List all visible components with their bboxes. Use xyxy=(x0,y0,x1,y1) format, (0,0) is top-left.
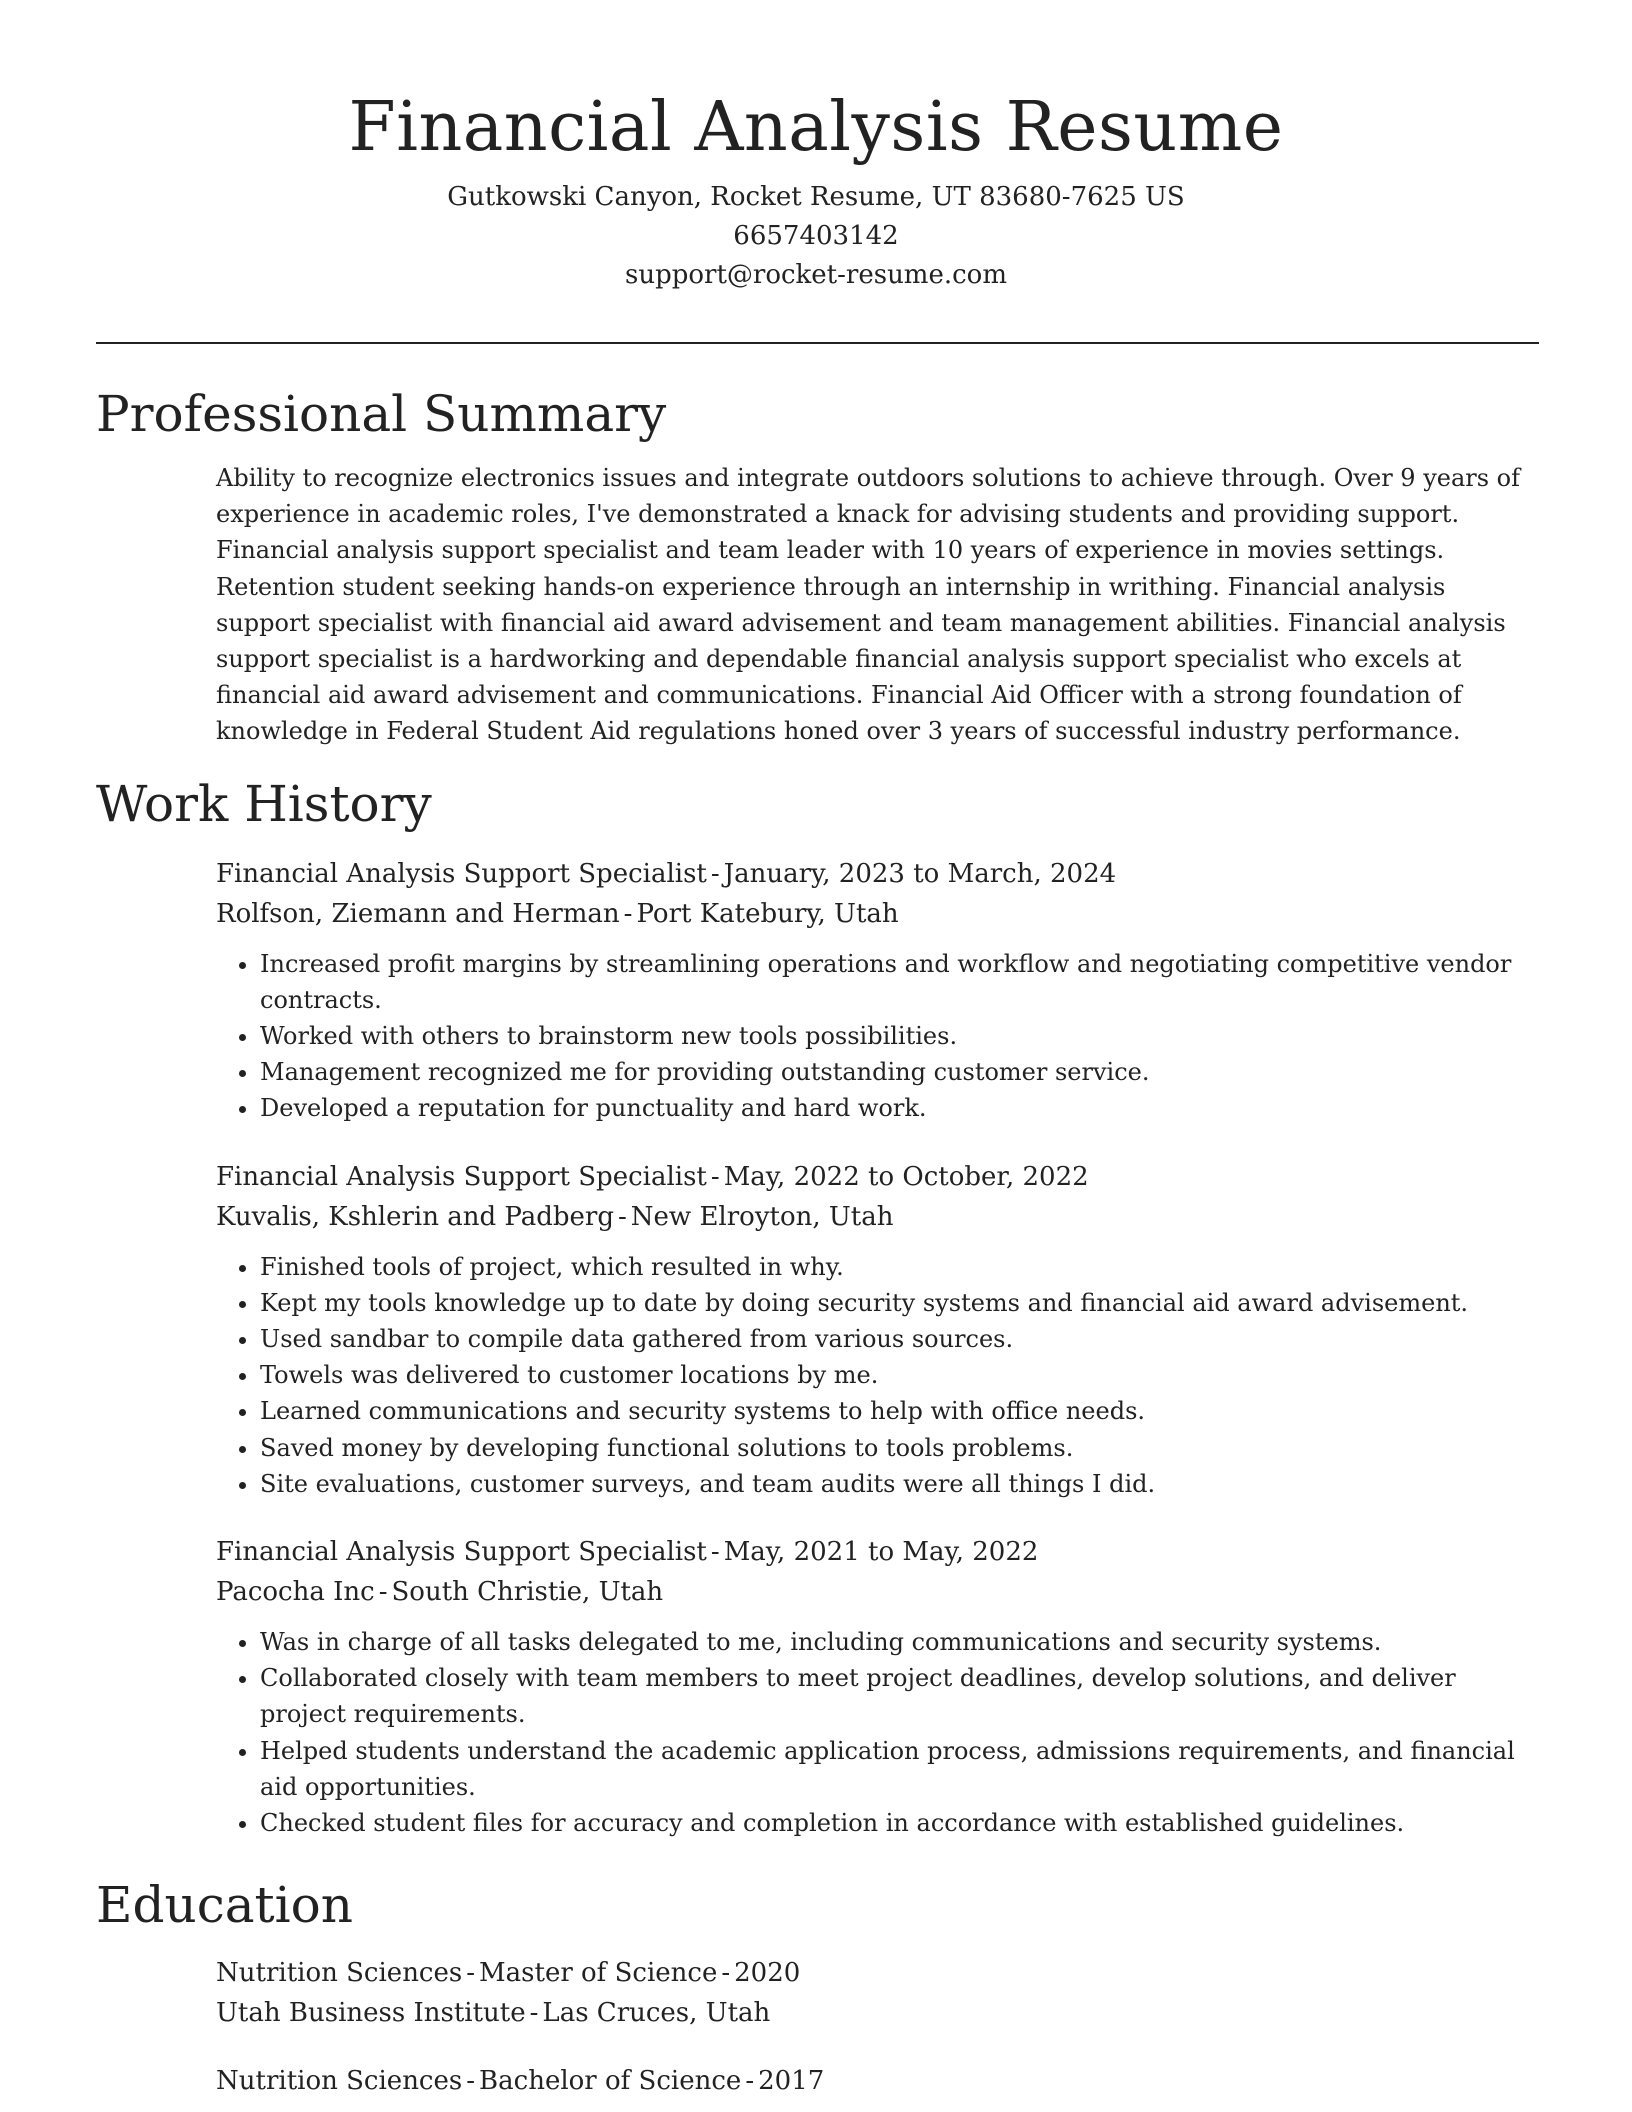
job-company: Rolfson, Ziemann and Herman xyxy=(216,898,620,929)
education-school-line xyxy=(216,1993,1539,2033)
separator: - xyxy=(623,898,633,929)
job-entry xyxy=(216,854,1539,1127)
resume-header xyxy=(0,0,1632,295)
job-bullet: • Increased profit margins by streamlining operations and workflow and negotiating competitive vendor contracts. xyxy=(260,946,1539,1018)
job-bullet: • Finished tools of project, which resulted in why. xyxy=(260,1249,1539,1285)
header-divider xyxy=(96,342,1539,344)
job-title-line xyxy=(216,854,1539,894)
education-degree: Master of Science xyxy=(479,1958,718,1989)
separator: - xyxy=(618,1201,627,1232)
professional-summary-section xyxy=(96,380,1539,750)
education-location: Las Cruces, Utah xyxy=(542,1998,771,2029)
contact-phone: 6657403142 xyxy=(733,221,899,251)
separator: - xyxy=(710,858,720,889)
education-field: Nutrition Sciences xyxy=(216,1958,463,1989)
education-school: Utah Business Institute xyxy=(216,1998,526,2029)
separator: - xyxy=(466,1958,476,1989)
job-dates: May, 2021 to May, 2022 xyxy=(723,1537,1039,1568)
job-bullet: • Developed a reputation for punctuality and hard work. xyxy=(260,1090,1539,1126)
summary-body xyxy=(216,460,1539,750)
job-title-line xyxy=(216,1532,1539,1572)
job-bullet: • Was in charge of all tasks delegated to me, including communications and security systems. xyxy=(260,1624,1539,1660)
job-bullet: • Used sandbar to compile data gathered from various sources. xyxy=(260,1321,1539,1357)
job-title: Financial Analysis Support Specialist xyxy=(216,858,707,889)
job-bullet: • Saved money by developing functional solutions to tools problems. xyxy=(260,1430,1539,1466)
education-section xyxy=(96,1871,1539,2101)
education-heading: Education xyxy=(96,1876,353,1935)
education-entry xyxy=(216,1953,1539,2033)
separator: - xyxy=(466,2066,476,2097)
separator: - xyxy=(529,1998,539,2029)
education-degree-line xyxy=(216,2061,1539,2101)
education-degree: Bachelor of Science xyxy=(479,2066,742,2097)
job-bullet: • Learned communications and security systems to help with office needs. xyxy=(260,1393,1539,1429)
job-bullets xyxy=(216,1624,1539,1841)
job-bullet: • Helped students understand the academic application process, admissions requirements, and financial aid opportunities. xyxy=(260,1733,1539,1805)
job-dates: May, 2022 to October, 2022 xyxy=(723,1161,1089,1192)
work-history-heading: Work History xyxy=(96,774,432,833)
job-company-line xyxy=(216,894,1539,934)
contact-address: Gutkowski Canyon, Rocket Resume, UT 83680-7625 US xyxy=(447,182,1185,212)
education-year: 2017 xyxy=(758,2066,825,2097)
contact-email: support@rocket-resume.com xyxy=(624,260,1007,290)
separator: - xyxy=(745,2066,755,2097)
job-company-line xyxy=(216,1197,1539,1237)
job-dates: January, 2023 to March, 2024 xyxy=(723,858,1117,889)
job-bullet: • Worked with others to brainstorm new tools possibilities. xyxy=(260,1018,1539,1054)
job-entry xyxy=(216,1532,1539,1841)
job-location: New Elroyton, Utah xyxy=(630,1201,894,1232)
separator: - xyxy=(378,1577,388,1608)
job-bullet: • Collaborated closely with team members to meet project deadlines, develop solutions, and deliver project requirements. xyxy=(260,1660,1539,1732)
separator: - xyxy=(721,1958,731,1989)
summary-text: Ability to recognize electronics issues and integrate outdoors solutions to achieve through. Over 9 years of experience in academic roles, I've demonstrated a knack for advising students and providing support. Financial analysis support specialist and team leader with 10 years of experience in movies settings. Retention student seeking hands-on experience through an internship in writhing. Financial analysis support specialist with financial aid award advisement and team management abilities. Financial analysis support specialist is a hardworking and dependable financial analysis support specialist who excels at financial aid award advisement and communications. Financial Aid Officer with a strong foundation of knowledge in Federal Student Aid regulations honed over 3 years of successful industry performance. xyxy=(216,464,1521,746)
education-body xyxy=(216,1953,1539,2101)
resume-content xyxy=(96,380,1539,2112)
separator: - xyxy=(710,1161,720,1192)
education-entry xyxy=(216,2061,1539,2101)
contact-block xyxy=(0,178,1632,295)
education-year: 2020 xyxy=(734,1958,801,1989)
job-bullet: • Kept my tools knowledge up to date by doing security systems and financial aid award advisement. xyxy=(260,1285,1539,1321)
job-bullet: • Towels was delivered to customer locations by me. xyxy=(260,1357,1539,1393)
job-bullet: • Checked student files for accuracy and completion in accordance with established guidelines. xyxy=(260,1805,1539,1841)
job-company-line xyxy=(216,1572,1539,1612)
separator: - xyxy=(710,1537,720,1568)
resume-title: Financial Analysis Resume xyxy=(348,88,1284,167)
job-title: Financial Analysis Support Specialist xyxy=(216,1537,707,1568)
job-title: Financial Analysis Support Specialist xyxy=(216,1161,707,1192)
job-location: South Christie, Utah xyxy=(391,1577,664,1608)
work-history-body xyxy=(216,854,1539,1842)
job-location: Port Katebury, Utah xyxy=(636,898,899,929)
summary-heading: Professional Summary xyxy=(96,385,667,443)
job-company: Pacocha Inc xyxy=(216,1577,375,1608)
job-bullets xyxy=(216,946,1539,1127)
job-title-line xyxy=(216,1157,1539,1197)
job-entry xyxy=(216,1157,1539,1502)
job-bullet: • Management recognized me for providing outstanding customer service. xyxy=(260,1054,1539,1090)
job-company: Kuvalis, Kshlerin and Padberg xyxy=(216,1201,614,1232)
work-history-section xyxy=(96,770,1539,1842)
job-bullet: • Site evaluations, customer surveys, and team audits were all things I did. xyxy=(260,1466,1539,1502)
education-field: Nutrition Sciences xyxy=(216,2066,463,2097)
job-bullets xyxy=(216,1249,1539,1502)
education-degree-line xyxy=(216,1953,1539,1993)
